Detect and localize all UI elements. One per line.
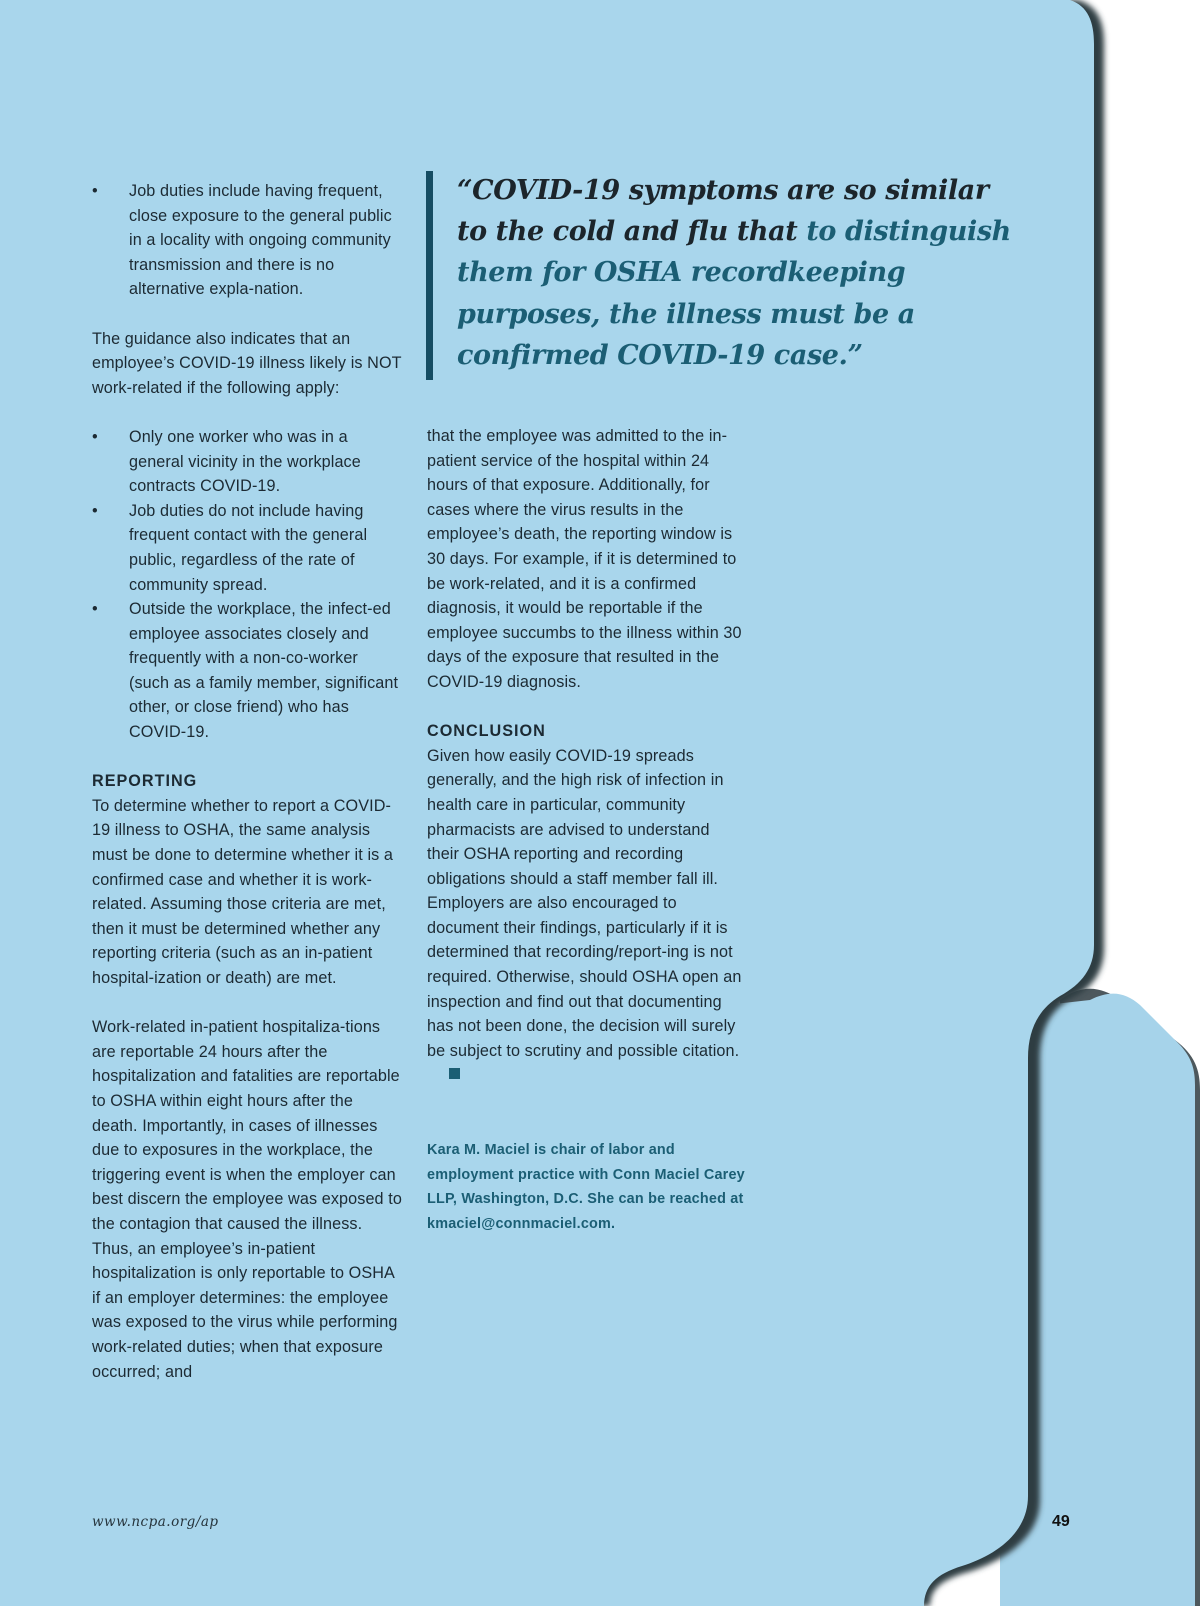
author-bio: Kara M. Maciel is chair of labor and employment practice with Conn Maciel Carey LLP, Washington, D.C. She can be reached at kmaciel@connmaciel.com. [427, 1142, 745, 1232]
bullet-marker: • [92, 182, 98, 200]
bullet-marker: • [92, 427, 98, 446]
section-heading-conclusion: CONCLUSION [427, 722, 546, 741]
pull-quote-teal-text: to distinguish them for OSHA recordkeeping purposes, the illness must be a confirmed COVID-19 case.” [457, 216, 1011, 371]
pull-quote [457, 170, 1017, 376]
list-item [92, 425, 402, 499]
paragraph-reporting: To determine whether to report a COVID-19 illness to OSHA, the same analysis must be done to determine whether it is a confirmed case and whether it is work-related. Assuming those criteria are met, then it must be determined whether any reporting criteria (such as an in-patient hospital-ization or death) are met. [92, 796, 394, 987]
list-item-text: Job duties do not include having frequent contact with the general public, regardless of the rate of community spread. [129, 501, 368, 594]
bullet-marker: • [92, 600, 98, 619]
list-item [92, 179, 402, 302]
list-item [92, 499, 402, 597]
paragraph-continuation: that the employee was admitted to the in-patient service of the hospital within 24 hours of that exposure. Additionally, for cases where the virus results in the employee’s death, the reporting window is 30 days. For example, if it is determined to be work-related, and it is a confirmed diagnosis, it would be reportable if the employee succumbs to the illness within 30 days of the exposure that resulted in the COVID-19 diagnosis. [427, 427, 742, 691]
pull-quote-bar [426, 171, 433, 380]
conclusion-text: Given how easily COVID-19 spreads generally, and the high risk of infection in health care in particular, community pharmacists are advised to understand their OSHA reporting and recording obligations should a staff member fall ill. Employers are also encouraged to document their findings, particularly if it is determined that recording/report-ing is not required. Otherwise, should OSHA open an inspection and find out that documenting has not been done, the decision will surely be subject to scrutiny and possible citation. [427, 746, 742, 1060]
paragraph-not-work-related: The guidance also indicates that an employee’s COVID-19 illness likely is NOT work-related if the following apply: [92, 329, 402, 397]
pull-quote-dark-text: “COVID-19 symptoms are so similar to the cold and flu that [457, 175, 989, 248]
bullet-list-work-related [92, 179, 402, 302]
list-item-text: Job duties include having frequent, close exposure to the general public in a locality with ongoing community transmission and there is no alternative expla-nation. [129, 182, 392, 299]
bullet-marker: • [92, 501, 98, 520]
bullet-list-not-work-related [92, 425, 402, 745]
list-item-text: Only one worker who was in a general vicinity in the workplace contracts COVID-19. [129, 427, 361, 496]
paragraph-hospitalization: Work-related in-patient hospitaliza-tions are reportable 24 hours after the hospitalization and fatalities are reportable to OSHA within eight hours after the death. Importantly, in cases of illnesses due to exposures in the workplace, the triggering event is when the employer can best discern the employee was exposed to the contagion that caused the illness. Thus, an employee’s in-patient hospitalization is only reportable to OSHA if an employer determines: the employee was exposed to the virus while performing work-related duties; when that exposure occurred; and [92, 1018, 402, 1381]
section-heading-reporting: REPORTING [92, 772, 198, 791]
list-item [92, 597, 402, 745]
list-item-text: Outside the workplace, the infect-ed employee associates closely and frequently with a non-co-worker (such as a family member, significant other, or close friend) who has COVID-19. [129, 600, 399, 742]
paragraph-conclusion [427, 744, 742, 1088]
left-column [92, 179, 402, 1384]
page-number: 49 [1052, 1513, 1070, 1530]
right-column [427, 424, 742, 1088]
footer-url: www.ncpa.org/ap [92, 1514, 219, 1530]
end-of-article-mark [449, 1068, 460, 1079]
